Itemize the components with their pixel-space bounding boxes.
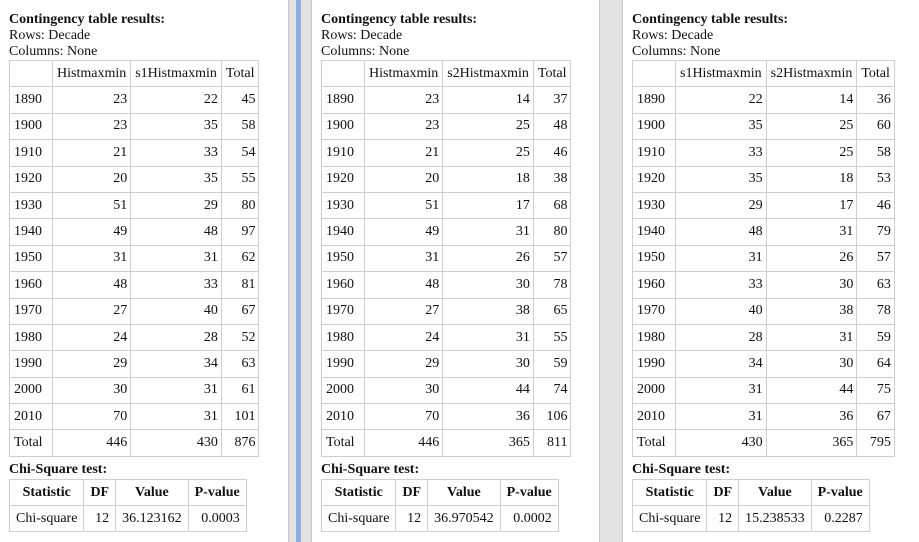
table-cell: 48 — [365, 272, 443, 298]
chi-column-header: P-value — [811, 480, 869, 506]
table-cell: 33 — [676, 140, 767, 166]
table-cell: 18 — [443, 166, 534, 192]
results-panel-2 — [311, 0, 600, 542]
table-cell: 51 — [365, 192, 443, 218]
chi-cell: 0.0003 — [188, 506, 246, 532]
chi-column-header: DF — [84, 480, 116, 506]
table-cell: 60 — [857, 113, 895, 139]
row-label: Total — [322, 430, 365, 456]
table-cell: 23 — [365, 113, 443, 139]
table-row — [10, 324, 259, 350]
table-row — [322, 219, 571, 245]
row-label: 2010 — [633, 404, 676, 430]
table-header-row — [10, 61, 259, 87]
column-header — [633, 61, 676, 87]
table-cell: 33 — [676, 272, 767, 298]
table-row — [633, 166, 895, 192]
table-cell: 23 — [53, 87, 131, 113]
chi-square-table — [632, 479, 870, 532]
table-cell: 57 — [533, 245, 571, 271]
column-header: Histmaxmin — [53, 61, 131, 87]
table-cell: 54 — [221, 140, 259, 166]
row-label: 1920 — [10, 166, 53, 192]
row-label: 1920 — [633, 166, 676, 192]
table-row — [10, 377, 259, 403]
chi-square-table — [321, 479, 559, 532]
chi-cell: 15.238533 — [739, 506, 812, 532]
row-label: 1890 — [633, 87, 676, 113]
row-label: 1910 — [10, 140, 53, 166]
table-cell: 78 — [533, 272, 571, 298]
table-cell: 876 — [221, 430, 259, 456]
table-cell: 446 — [365, 430, 443, 456]
table-cell: 365 — [443, 430, 534, 456]
table-row — [633, 377, 895, 403]
row-label: 2010 — [10, 404, 53, 430]
table-row — [322, 166, 571, 192]
row-label: 1970 — [633, 298, 676, 324]
table-cell: 35 — [676, 113, 767, 139]
table-cell: 70 — [53, 404, 131, 430]
table-cell: 59 — [857, 324, 895, 350]
columns-label: Columns: None — [632, 44, 721, 59]
table-cell: 31 — [131, 404, 222, 430]
table-cell: 24 — [53, 324, 131, 350]
table-cell: 29 — [676, 192, 767, 218]
table-row — [633, 351, 895, 377]
table-cell: 55 — [221, 166, 259, 192]
column-header: s1Histmaxmin — [676, 61, 767, 87]
table-cell: 62 — [221, 245, 259, 271]
results-header — [632, 12, 788, 60]
row-label: 2010 — [322, 404, 365, 430]
row-label: 1970 — [322, 298, 365, 324]
table-row — [322, 245, 571, 271]
table-cell: 29 — [365, 351, 443, 377]
table-row — [10, 87, 259, 113]
table-cell: 20 — [53, 166, 131, 192]
table-cell: 52 — [221, 324, 259, 350]
results-panel-1 — [0, 0, 289, 542]
table-cell: 55 — [533, 324, 571, 350]
table-row — [322, 377, 571, 403]
table-cell: 25 — [766, 113, 857, 139]
table-row — [10, 140, 259, 166]
table-cell: 44 — [766, 377, 857, 403]
table-row — [633, 430, 895, 456]
table-cell: 14 — [443, 87, 534, 113]
table-cell: 34 — [676, 351, 767, 377]
chi-column-header: P-value — [188, 480, 246, 506]
table-row — [633, 219, 895, 245]
table-cell: 65 — [533, 298, 571, 324]
table-cell: 430 — [131, 430, 222, 456]
table-row — [633, 192, 895, 218]
table-cell: 30 — [766, 351, 857, 377]
rows-label: Rows: Decade — [321, 28, 403, 43]
contingency-table — [321, 60, 571, 457]
table-cell: 59 — [533, 351, 571, 377]
column-header — [322, 61, 365, 87]
table-cell: 48 — [533, 113, 571, 139]
table-cell: 48 — [131, 219, 222, 245]
row-label: 1980 — [322, 324, 365, 350]
table-cell: 18 — [766, 166, 857, 192]
results-title: Contingency table results: — [632, 12, 789, 27]
results-panel-3 — [622, 0, 919, 542]
row-label: Total — [633, 430, 676, 456]
table-cell: 446 — [53, 430, 131, 456]
results-title: Contingency table results: — [9, 12, 166, 27]
table-cell: 75 — [857, 377, 895, 403]
table-row — [10, 192, 259, 218]
column-header: Total — [533, 61, 571, 87]
results-header — [9, 12, 165, 60]
row-label: 2000 — [633, 377, 676, 403]
row-label: 1930 — [10, 192, 53, 218]
columns-label: Columns: None — [321, 44, 410, 59]
table-cell: 33 — [131, 140, 222, 166]
table-row — [322, 404, 571, 430]
table-cell: 45 — [221, 87, 259, 113]
table-cell: 21 — [53, 140, 131, 166]
row-label: 1940 — [10, 219, 53, 245]
table-cell: 58 — [857, 140, 895, 166]
column-header — [10, 61, 53, 87]
table-cell: 97 — [221, 219, 259, 245]
table-cell: 74 — [533, 377, 571, 403]
table-row — [322, 351, 571, 377]
table-row — [10, 113, 259, 139]
table-cell: 34 — [131, 351, 222, 377]
column-header: s2Histmaxmin — [443, 61, 534, 87]
table-cell: 30 — [365, 377, 443, 403]
column-header: s1Histmaxmin — [131, 61, 222, 87]
row-label: 1990 — [633, 351, 676, 377]
chi-square-title: Chi-Square test: — [321, 462, 420, 477]
row-label: 2000 — [322, 377, 365, 403]
table-row — [633, 87, 895, 113]
table-cell: 30 — [443, 272, 534, 298]
row-label: Total — [10, 430, 53, 456]
column-header: Total — [857, 61, 895, 87]
row-label: 1930 — [633, 192, 676, 218]
row-label: 1940 — [322, 219, 365, 245]
chi-statistic-name: Chi-square — [10, 506, 84, 532]
table-cell: 35 — [676, 166, 767, 192]
row-label: 1980 — [633, 324, 676, 350]
table-cell: 53 — [857, 166, 895, 192]
table-cell: 44 — [443, 377, 534, 403]
table-cell: 27 — [53, 298, 131, 324]
pane-splitter-2[interactable] — [600, 0, 622, 542]
table-cell: 67 — [221, 298, 259, 324]
table-cell: 36 — [443, 404, 534, 430]
table-row — [633, 272, 895, 298]
table-cell: 61 — [221, 377, 259, 403]
table-cell: 67 — [857, 404, 895, 430]
table-cell: 20 — [365, 166, 443, 192]
chi-header-row — [322, 480, 559, 506]
table-cell: 31 — [131, 377, 222, 403]
table-cell: 365 — [766, 430, 857, 456]
table-cell: 30 — [443, 351, 534, 377]
table-cell: 430 — [676, 430, 767, 456]
table-cell: 22 — [676, 87, 767, 113]
table-cell: 22 — [131, 87, 222, 113]
table-cell: 37 — [533, 87, 571, 113]
table-cell: 26 — [443, 245, 534, 271]
row-label: 1910 — [322, 140, 365, 166]
table-cell: 48 — [676, 219, 767, 245]
table-cell: 46 — [857, 192, 895, 218]
table-cell: 30 — [766, 272, 857, 298]
table-cell: 80 — [533, 219, 571, 245]
chi-cell: 36.123162 — [116, 506, 189, 532]
table-cell: 31 — [443, 324, 534, 350]
pane-splitter-1[interactable] — [289, 0, 311, 542]
table-cell: 101 — [221, 404, 259, 430]
chi-statistic-name: Chi-square — [633, 506, 707, 532]
chi-square-title: Chi-Square test: — [9, 462, 108, 477]
chi-column-header: Value — [739, 480, 812, 506]
table-cell: 25 — [443, 113, 534, 139]
table-cell: 28 — [676, 324, 767, 350]
chi-column-header: Statistic — [10, 480, 84, 506]
chi-result-row — [633, 506, 870, 532]
table-row — [10, 166, 259, 192]
table-cell: 795 — [857, 430, 895, 456]
table-row — [10, 430, 259, 456]
table-cell: 25 — [766, 140, 857, 166]
row-label: 1990 — [10, 351, 53, 377]
table-row — [633, 298, 895, 324]
chi-column-header: Value — [116, 480, 189, 506]
table-row — [633, 140, 895, 166]
row-label: 1920 — [322, 166, 365, 192]
table-cell: 38 — [533, 166, 571, 192]
table-cell: 31 — [53, 245, 131, 271]
rows-label: Rows: Decade — [9, 28, 91, 43]
row-label: 1930 — [322, 192, 365, 218]
table-cell: 31 — [676, 377, 767, 403]
table-cell: 79 — [857, 219, 895, 245]
table-cell: 36 — [766, 404, 857, 430]
row-label: 1900 — [10, 113, 53, 139]
table-row — [322, 430, 571, 456]
table-cell: 27 — [365, 298, 443, 324]
table-row — [633, 324, 895, 350]
table-cell: 26 — [766, 245, 857, 271]
contingency-table — [632, 60, 895, 457]
table-row — [322, 140, 571, 166]
row-label: 1890 — [322, 87, 365, 113]
column-header: Total — [221, 61, 259, 87]
table-cell: 30 — [53, 377, 131, 403]
table-cell: 81 — [221, 272, 259, 298]
table-cell: 31 — [766, 219, 857, 245]
table-cell: 49 — [53, 219, 131, 245]
contingency-table — [9, 60, 259, 457]
row-label: 2000 — [10, 377, 53, 403]
table-cell: 40 — [131, 298, 222, 324]
table-row — [633, 404, 895, 430]
table-cell: 31 — [766, 324, 857, 350]
table-cell: 31 — [676, 245, 767, 271]
row-label: 1950 — [633, 245, 676, 271]
table-cell: 63 — [221, 351, 259, 377]
table-cell: 23 — [53, 113, 131, 139]
table-cell: 58 — [221, 113, 259, 139]
chi-square-title: Chi-Square test: — [632, 462, 731, 477]
chi-cell: 12 — [396, 506, 428, 532]
table-row — [322, 87, 571, 113]
chi-column-header: Statistic — [322, 480, 396, 506]
table-cell: 106 — [533, 404, 571, 430]
chi-cell: 0.2287 — [811, 506, 869, 532]
column-header: s2Histmaxmin — [766, 61, 857, 87]
table-cell: 70 — [365, 404, 443, 430]
table-cell: 29 — [53, 351, 131, 377]
chi-column-header: Statistic — [633, 480, 707, 506]
table-cell: 31 — [365, 245, 443, 271]
table-cell: 80 — [221, 192, 259, 218]
rows-label: Rows: Decade — [632, 28, 714, 43]
chi-column-header: P-value — [500, 480, 558, 506]
table-cell: 23 — [365, 87, 443, 113]
row-label: 1980 — [10, 324, 53, 350]
table-cell: 17 — [443, 192, 534, 218]
table-row — [322, 324, 571, 350]
table-cell: 811 — [533, 430, 571, 456]
table-cell: 57 — [857, 245, 895, 271]
table-cell: 38 — [443, 298, 534, 324]
table-cell: 14 — [766, 87, 857, 113]
table-cell: 63 — [857, 272, 895, 298]
table-cell: 40 — [676, 298, 767, 324]
columns-label: Columns: None — [9, 44, 98, 59]
table-cell: 24 — [365, 324, 443, 350]
row-label: 1940 — [633, 219, 676, 245]
chi-cell: 12 — [707, 506, 739, 532]
chi-header-row — [10, 480, 247, 506]
table-header-row — [633, 61, 895, 87]
table-cell: 25 — [443, 140, 534, 166]
table-cell: 17 — [766, 192, 857, 218]
chi-column-header: Value — [428, 480, 501, 506]
chi-cell: 0.0002 — [500, 506, 558, 532]
table-row — [10, 351, 259, 377]
results-title: Contingency table results: — [321, 12, 478, 27]
table-row — [10, 245, 259, 271]
table-row — [10, 219, 259, 245]
chi-column-header: DF — [396, 480, 428, 506]
row-label: 1970 — [10, 298, 53, 324]
table-cell: 35 — [131, 113, 222, 139]
chi-cell: 12 — [84, 506, 116, 532]
table-cell: 33 — [131, 272, 222, 298]
table-cell: 29 — [131, 192, 222, 218]
table-row — [10, 272, 259, 298]
table-cell: 28 — [131, 324, 222, 350]
chi-column-header: DF — [707, 480, 739, 506]
row-label: 1950 — [10, 245, 53, 271]
table-row — [633, 113, 895, 139]
row-label: 1960 — [10, 272, 53, 298]
row-label: 1890 — [10, 87, 53, 113]
table-row — [322, 113, 571, 139]
table-row — [322, 298, 571, 324]
row-label: 1900 — [322, 113, 365, 139]
table-header-row — [322, 61, 571, 87]
table-row — [10, 404, 259, 430]
table-cell: 31 — [443, 219, 534, 245]
row-label: 1900 — [633, 113, 676, 139]
row-label: 1990 — [322, 351, 365, 377]
row-label: 1960 — [633, 272, 676, 298]
chi-header-row — [633, 480, 870, 506]
chi-result-row — [322, 506, 559, 532]
chi-cell: 36.970542 — [428, 506, 501, 532]
results-header — [321, 12, 477, 60]
chi-statistic-name: Chi-square — [322, 506, 396, 532]
table-cell: 38 — [766, 298, 857, 324]
table-row — [322, 192, 571, 218]
table-cell: 31 — [131, 245, 222, 271]
table-cell: 31 — [676, 404, 767, 430]
table-cell: 46 — [533, 140, 571, 166]
chi-square-table — [9, 479, 247, 532]
table-cell: 48 — [53, 272, 131, 298]
table-row — [633, 245, 895, 271]
row-label: 1960 — [322, 272, 365, 298]
table-cell: 68 — [533, 192, 571, 218]
table-row — [10, 298, 259, 324]
table-cell: 78 — [857, 298, 895, 324]
table-row — [322, 272, 571, 298]
row-label: 1950 — [322, 245, 365, 271]
table-cell: 64 — [857, 351, 895, 377]
table-cell: 35 — [131, 166, 222, 192]
table-cell: 49 — [365, 219, 443, 245]
table-cell: 51 — [53, 192, 131, 218]
chi-result-row — [10, 506, 247, 532]
table-cell: 21 — [365, 140, 443, 166]
column-header: Histmaxmin — [365, 61, 443, 87]
row-label: 1910 — [633, 140, 676, 166]
table-cell: 36 — [857, 87, 895, 113]
